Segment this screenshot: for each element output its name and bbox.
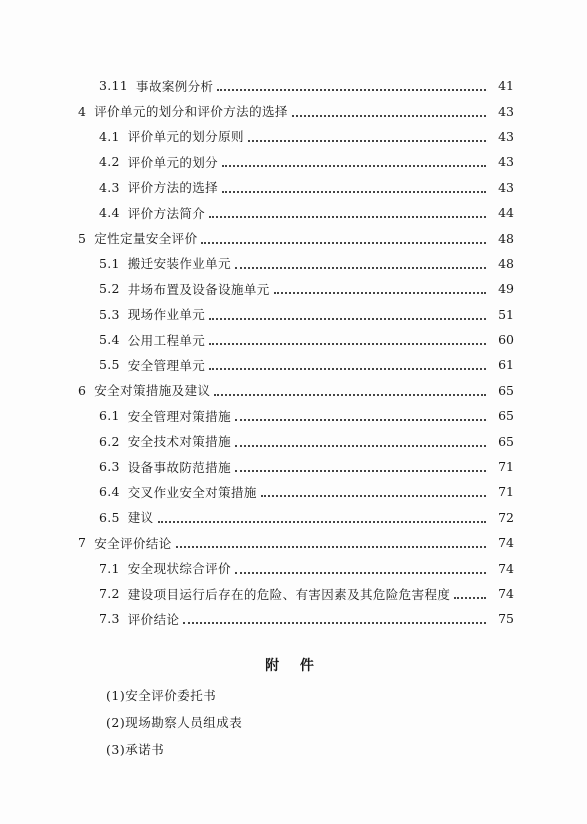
toc-entry-title: 交叉作业安全对策措施 [127, 484, 257, 500]
toc-entry [0, 530, 587, 555]
dot-leader [209, 367, 486, 370]
toc-entry-title: 评价方法的选择 [127, 180, 219, 196]
toc-entry-title: 井场布置及设备设施单元 [127, 281, 270, 297]
dot-leader [222, 190, 486, 193]
toc-entry-page: 49 [498, 281, 514, 297]
toc-entry-number: 7 [78, 535, 87, 551]
toc-entry-title: 评价结论 [127, 611, 180, 627]
toc-entry-title: 安全管理单元 [127, 357, 206, 373]
toc-entry [0, 251, 587, 276]
toc-entry-page: 74 [498, 560, 514, 576]
toc-entry-page: 48 [498, 255, 514, 271]
toc-entry-number: 6.4 [99, 484, 120, 500]
dot-leader [235, 418, 486, 421]
appendix-item: (3)承诺书 [106, 742, 165, 757]
toc-entry [0, 302, 587, 327]
dot-leader [235, 571, 486, 574]
toc-entry-page: 71 [498, 459, 514, 475]
appendix-item: (2)现场勘察人员组成表 [106, 715, 243, 730]
toc-entry-number: 5.4 [99, 332, 120, 348]
dot-leader [209, 215, 486, 218]
toc-entry-number: 4.1 [99, 128, 120, 144]
dot-leader [248, 139, 486, 142]
toc-entry-page: 60 [498, 332, 514, 348]
toc-entry-number: 6.2 [99, 433, 120, 449]
toc-entry-number: 4 [78, 103, 87, 119]
dot-leader [201, 241, 486, 244]
toc-entry-page: 43 [498, 128, 514, 144]
toc-entry-title: 事故案例分析 [136, 78, 214, 94]
toc-entry [0, 225, 587, 250]
toc-entry [0, 403, 587, 428]
toc-entry [0, 73, 587, 98]
toc-entry-number: 7.2 [99, 586, 120, 601]
dot-leader [209, 342, 486, 345]
toc-entry [0, 555, 587, 580]
dot-leader [176, 545, 486, 548]
toc-entry-title: 设备事故防范措施 [127, 459, 231, 475]
toc-entry-number: 5.3 [99, 306, 120, 322]
toc-entry-title: 安全技术对策措施 [127, 434, 231, 450]
toc-entry [0, 200, 587, 225]
dot-leader [292, 114, 486, 117]
toc-entry-page: 65 [498, 408, 514, 424]
toc-entry-number: 3.11 [99, 78, 129, 94]
dot-leader [222, 164, 486, 167]
toc-entry-title: 评价单元的划分原则 [127, 129, 244, 145]
dot-leader [235, 266, 486, 269]
dot-leader [217, 88, 486, 91]
dot-leader [158, 520, 486, 523]
appendix-heading: 附 件 [265, 658, 322, 674]
toc-entry-title: 公用工程单元 [127, 332, 206, 348]
dot-leader [209, 317, 486, 320]
toc-entry-page: 43 [498, 154, 514, 170]
toc-entry-number: 4.4 [99, 205, 120, 221]
table-of-contents [0, 73, 587, 632]
toc-entry-number: 5.1 [99, 255, 120, 271]
toc-entry-page: 61 [498, 357, 514, 373]
toc-entry-number: 4.3 [99, 179, 120, 195]
dot-leader [183, 621, 486, 624]
toc-entry-number: 5.2 [99, 281, 120, 297]
dot-leader [235, 444, 486, 447]
dot-leader [454, 596, 486, 599]
appendix-item: (1)安全评价委托书 [106, 688, 217, 703]
toc-entry-page: 43 [498, 103, 514, 119]
dot-leader [261, 494, 486, 497]
toc-entry [0, 378, 587, 403]
toc-entry-page: 43 [498, 179, 514, 195]
toc-entry-title: 安全现状综合评价 [127, 561, 231, 577]
toc-entry-page: 65 [498, 433, 514, 449]
toc-entry-page: 71 [498, 484, 514, 500]
toc-entry-page: 41 [498, 78, 514, 94]
dot-leader [274, 291, 486, 294]
toc-entry-page: 48 [498, 230, 514, 246]
toc-entry [0, 149, 587, 174]
toc-entry-title: 评价单元的划分 [127, 154, 219, 170]
toc-entry-title: 安全评价结论 [94, 535, 172, 551]
toc-entry-title: 建议 [127, 510, 154, 526]
toc-entry-number: 6.3 [99, 459, 120, 475]
toc-entry-title: 定性定量安全评价 [94, 231, 198, 247]
toc-entry-title: 安全对策措施及建议 [94, 383, 211, 399]
toc-entry [0, 505, 587, 530]
toc-entry-page: 51 [498, 306, 514, 322]
appendix-list [106, 682, 242, 763]
toc-entry-page: 44 [498, 205, 514, 221]
toc-entry-page: 74 [498, 535, 514, 551]
toc-entry-title: 搬迁安装作业单元 [127, 256, 231, 272]
toc-entry-number: 7.3 [99, 611, 120, 627]
toc-entry-page: 75 [498, 611, 514, 627]
toc-entry-number: 5.5 [99, 357, 120, 373]
toc-entry-page: 74 [498, 586, 514, 601]
toc-entry [0, 581, 587, 606]
toc-entry-number: 4.2 [99, 154, 120, 170]
toc-entry-number: 5 [78, 230, 87, 246]
toc-entry [0, 479, 587, 504]
toc-entry [0, 98, 587, 123]
toc-entry [0, 276, 587, 301]
toc-entry [0, 352, 587, 377]
toc-entry-title: 现场作业单元 [127, 307, 206, 323]
toc-entry-title: 安全管理对策措施 [127, 408, 231, 424]
toc-entry [0, 606, 587, 631]
toc-entry [0, 454, 587, 479]
dot-leader [214, 393, 486, 396]
toc-entry-number: 6 [78, 382, 87, 398]
toc-entry-page: 72 [498, 509, 514, 525]
toc-entry-page: 65 [498, 382, 514, 398]
toc-entry [0, 428, 587, 453]
toc-entry-number: 6.5 [99, 509, 120, 525]
toc-entry-number: 6.1 [99, 408, 120, 424]
toc-entry-title: 评价方法简介 [127, 205, 206, 221]
toc-entry [0, 327, 587, 352]
toc-entry-title: 建设项目运行后存在的危险、有害因素及其危险危害程度 [127, 586, 451, 602]
toc-entry-number: 7.1 [99, 560, 120, 576]
toc-entry [0, 175, 587, 200]
toc-entry [0, 124, 587, 149]
dot-leader [235, 469, 486, 472]
toc-entry-title: 评价单元的划分和评价方法的选择 [94, 104, 288, 120]
